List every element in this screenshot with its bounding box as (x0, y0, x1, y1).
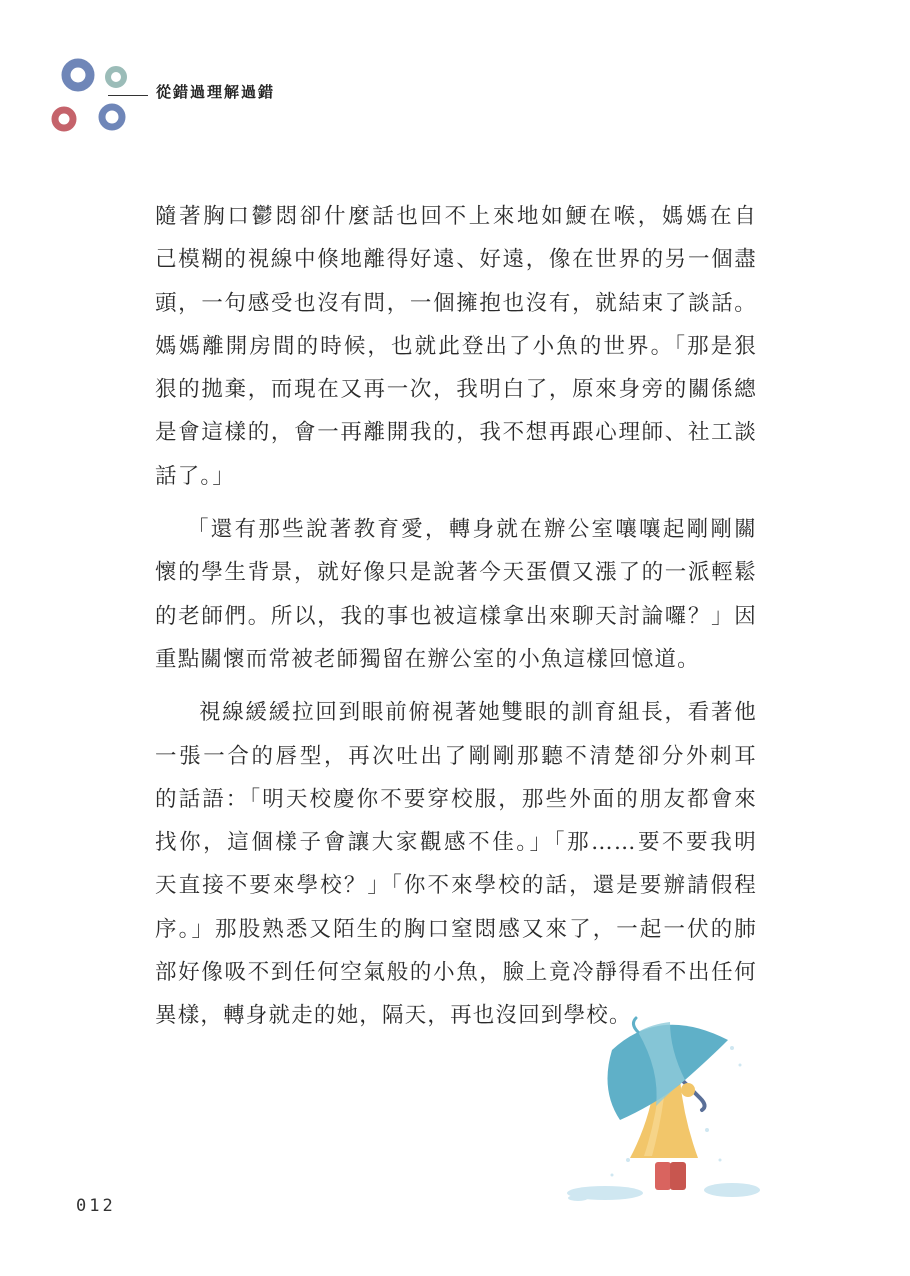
text-line: 的老師們。所以，我的事也被這樣拿出來聊天討論囉？」因 (155, 603, 757, 629)
text-line: 懷的學生背景，就好像只是說著今天蛋價又漲了的一派輕鬆 (155, 560, 757, 586)
header-rule (108, 95, 148, 96)
child-with-umbrella-illustration (560, 1010, 770, 1210)
page-number: 012 (76, 1196, 116, 1216)
text-line: 一張一合的唇型，再次吐出了剛剛那聽不清楚卻分外刺耳 (155, 743, 757, 769)
text-line: 媽媽離開房間的時候，也就此登出了小魚的世界。「那是狠 (155, 333, 757, 359)
boot-right (670, 1162, 686, 1190)
body-text (155, 195, 757, 1038)
paragraph-3 (155, 691, 757, 1037)
page-header (50, 55, 350, 135)
paragraph-1 (155, 195, 757, 498)
text-line: 頭，一句感受也沒有問，一個擁抱也沒有，就結束了談話。 (155, 290, 757, 316)
running-head-title: 從錯過理解過錯 (156, 83, 276, 101)
text-line: 狠的拋棄，而現在又再一次，我明白了，原來身旁的關係總 (155, 377, 757, 403)
red-ring-dot (55, 110, 73, 128)
puddle-left-small (568, 1195, 588, 1201)
boot-left (655, 1162, 671, 1190)
text-line: 視線緩緩拉回到眼前俯視著她雙眼的訓育組長，看著他 (199, 700, 757, 726)
text-line: 話了。」 (155, 463, 236, 489)
puddle-right (704, 1183, 760, 1197)
text-line: 重點關懷而常被老師獨留在辦公室的小魚這樣回憶道。 (155, 646, 700, 672)
paragraph-2 (155, 508, 757, 681)
blue-small-ring-dot (102, 107, 122, 127)
blue-ring-dot (66, 63, 90, 87)
text-line: 找你，這個樣子會讓大家觀感不佳。」「那……要不要我明 (155, 830, 757, 856)
text-line: 序。」那股熟悉又陌生的胸口窒悶感又來了，一起一伏的肺 (155, 916, 757, 942)
text-line: 是會這樣的，會一再離開我的，我不想再跟心理師、社工談 (155, 420, 757, 446)
text-line: 「還有那些說著教育愛，轉身就在辦公室嚷嚷起剛剛關 (187, 517, 757, 543)
text-line: 異樣，轉身就走的她，隔天，再也沒回到學校。 (155, 1003, 632, 1029)
text-line: 部好像吸不到任何空氣般的小魚，臉上竟冷靜得看不出任何 (155, 960, 757, 986)
text-line: 己模糊的視線中倏地離得好遠、好遠，像在世界的另一個盡 (155, 247, 757, 273)
text-line: 的話語：「明天校慶你不要穿校服，那些外面的朋友都會來 (155, 786, 757, 812)
text-line: 天直接不要來學校？」「你不來學校的話，還是要辦請假程 (155, 873, 757, 899)
teal-ring-dot (108, 69, 124, 85)
text-line: 隨著胸口鬱悶卻什麼話也回不上來地如鯁在喉，媽媽在自 (155, 204, 757, 229)
